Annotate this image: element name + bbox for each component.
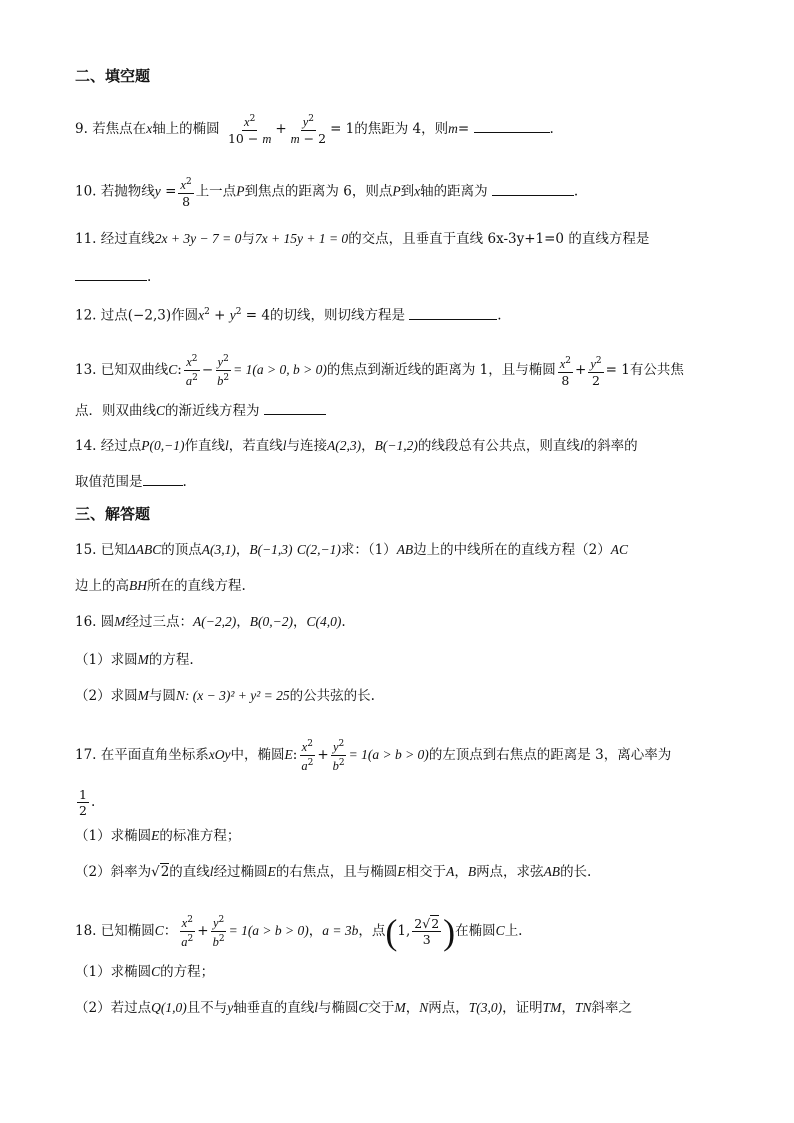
question-9: 9. 若焦点在x轴上的椭圆 $\frac{x^2}{10 - m}$ + $\frac{y^2}{m - 2}$ = 1的焦距为 4，则m= .: [75, 114, 554, 147]
fraction: $\frac{x^2}{a^2}$: [301, 739, 314, 774]
section-3-heading: 三、解答题: [75, 505, 151, 523]
answer-blank[interactable]: [75, 266, 147, 281]
question-15: 15. 已知ΔABC的顶点A(3,1)，B(−1,3) C(2,−1)求：（1）AB边上的中线所在的直线方程（2）AC: [75, 542, 629, 558]
fraction: $\frac{x^2}{10 - m}$: [227, 114, 272, 147]
fraction: $\frac{2√2}{3}$: [414, 916, 440, 948]
answer-blank[interactable]: [264, 400, 326, 415]
fraction: $\frac{y^2}{b^2}$: [217, 354, 230, 389]
answer-blank[interactable]: [409, 305, 497, 320]
question-17-part-2: （2）斜率为√2的直线l经过椭圆E的右焦点，且与椭圆E相交于A，B两点，求弦AB的长.: [75, 864, 592, 880]
question-18-part-2: （2）若过点Q(1,0)且不与y轴垂直的直线l与椭圆C交于M，N两点，T(3,0)，证明TM，TN斜率之: [75, 1000, 632, 1016]
question-14-line-2: 取值范围是 .: [75, 471, 724, 492]
question-18-part-1: （1）求椭圆C的方程；: [75, 964, 215, 980]
question-14: 14. 经过点P(0,−1)作直线l，若直线l与连接A(2,3)，B(−1,2)的线段总有公共点，则直线l的斜率的: [75, 438, 638, 454]
question-10: 10. 若抛物线y = $\frac{x^2}{8}$ 上一点P到焦点的距离为 6，则点P到x轴的距离为 .: [75, 177, 579, 210]
question-13: 13. 已知双曲线C: $\frac{x^2}{a^2}$ − $\frac{y^2}{b^2}$ = 1(a > 0, b > 0)的焦点到渐近线的距离为 1，且与椭圆 $\frac{x^2}{8}$ + $\frac{y^2}{2}$ = 1有公共焦: [75, 354, 684, 389]
fraction: $\frac{x^2}{8}$: [559, 355, 572, 388]
question-17-line-2: $\frac{1}{2}$ .: [79, 787, 96, 818]
fraction: $\frac{y^2}{b^2}$: [332, 739, 345, 774]
question-11: 11. 经过直线2x + 3y − 7 = 0与7x + 15y + 1 = 0的交点，且垂直于直线 6x-3y+1=0 的直线方程是: [75, 231, 650, 247]
answer-blank[interactable]: [474, 118, 550, 133]
question-18: 18. 已知椭圆C： $\frac{x^2}{a^2}$ + $\frac{y^2}{b^2}$ = 1(a > b > 0)，a = 3b，点(1, $\frac{2√2}{3}$ )在椭圆C上.: [75, 911, 523, 952]
fraction: $\frac{x^2}{a^2}$: [181, 915, 194, 950]
question-16-part-2: （2）求圆M与圆N: (x − 3)² + y² = 25的公共弦的长.: [75, 688, 375, 704]
question-17-part-1: （1）求椭圆E的标准方程；: [75, 828, 241, 844]
question-15-line-2: 边上的高BH所在的直线方程.: [75, 578, 246, 594]
answer-blank[interactable]: [143, 471, 183, 486]
question-13-line-2: 点．则双曲线C的渐近线方程为: [75, 400, 724, 421]
fraction: $\frac{x^2}{8}$: [180, 177, 192, 210]
fraction: $\frac{1}{2}$: [79, 787, 87, 818]
question-11-answer-line: .: [75, 266, 724, 287]
fraction: $\frac{y^2}{2}$: [590, 355, 602, 388]
fraction: $\frac{y^2}{b^2}$: [212, 915, 225, 950]
question-16: 16. 圆M经过三点：A(−2,2)，B(0,−2)，C(4,0).: [75, 614, 346, 630]
question-16-part-1: （1）求圆M的方程.: [75, 652, 194, 668]
question-17: 17. 在平面直角坐标系xOy中，椭圆E: $\frac{x^2}{a^2}$ + $\frac{y^2}{b^2}$ = 1(a > b > 0)的左顶点到右焦点的距离是 3，离心率为: [75, 739, 672, 774]
question-12: 12. 过点(−2,3)作圆$x^2 + y^2 = 4$的切线，则切线方程是 .: [75, 302, 724, 326]
answer-blank[interactable]: [492, 181, 574, 196]
section-2-heading: 二、填空题: [75, 67, 151, 85]
fraction: $\frac{x^2}{a^2}$: [185, 354, 198, 389]
fraction: $\frac{y^2}{m - 2}$: [290, 114, 327, 147]
